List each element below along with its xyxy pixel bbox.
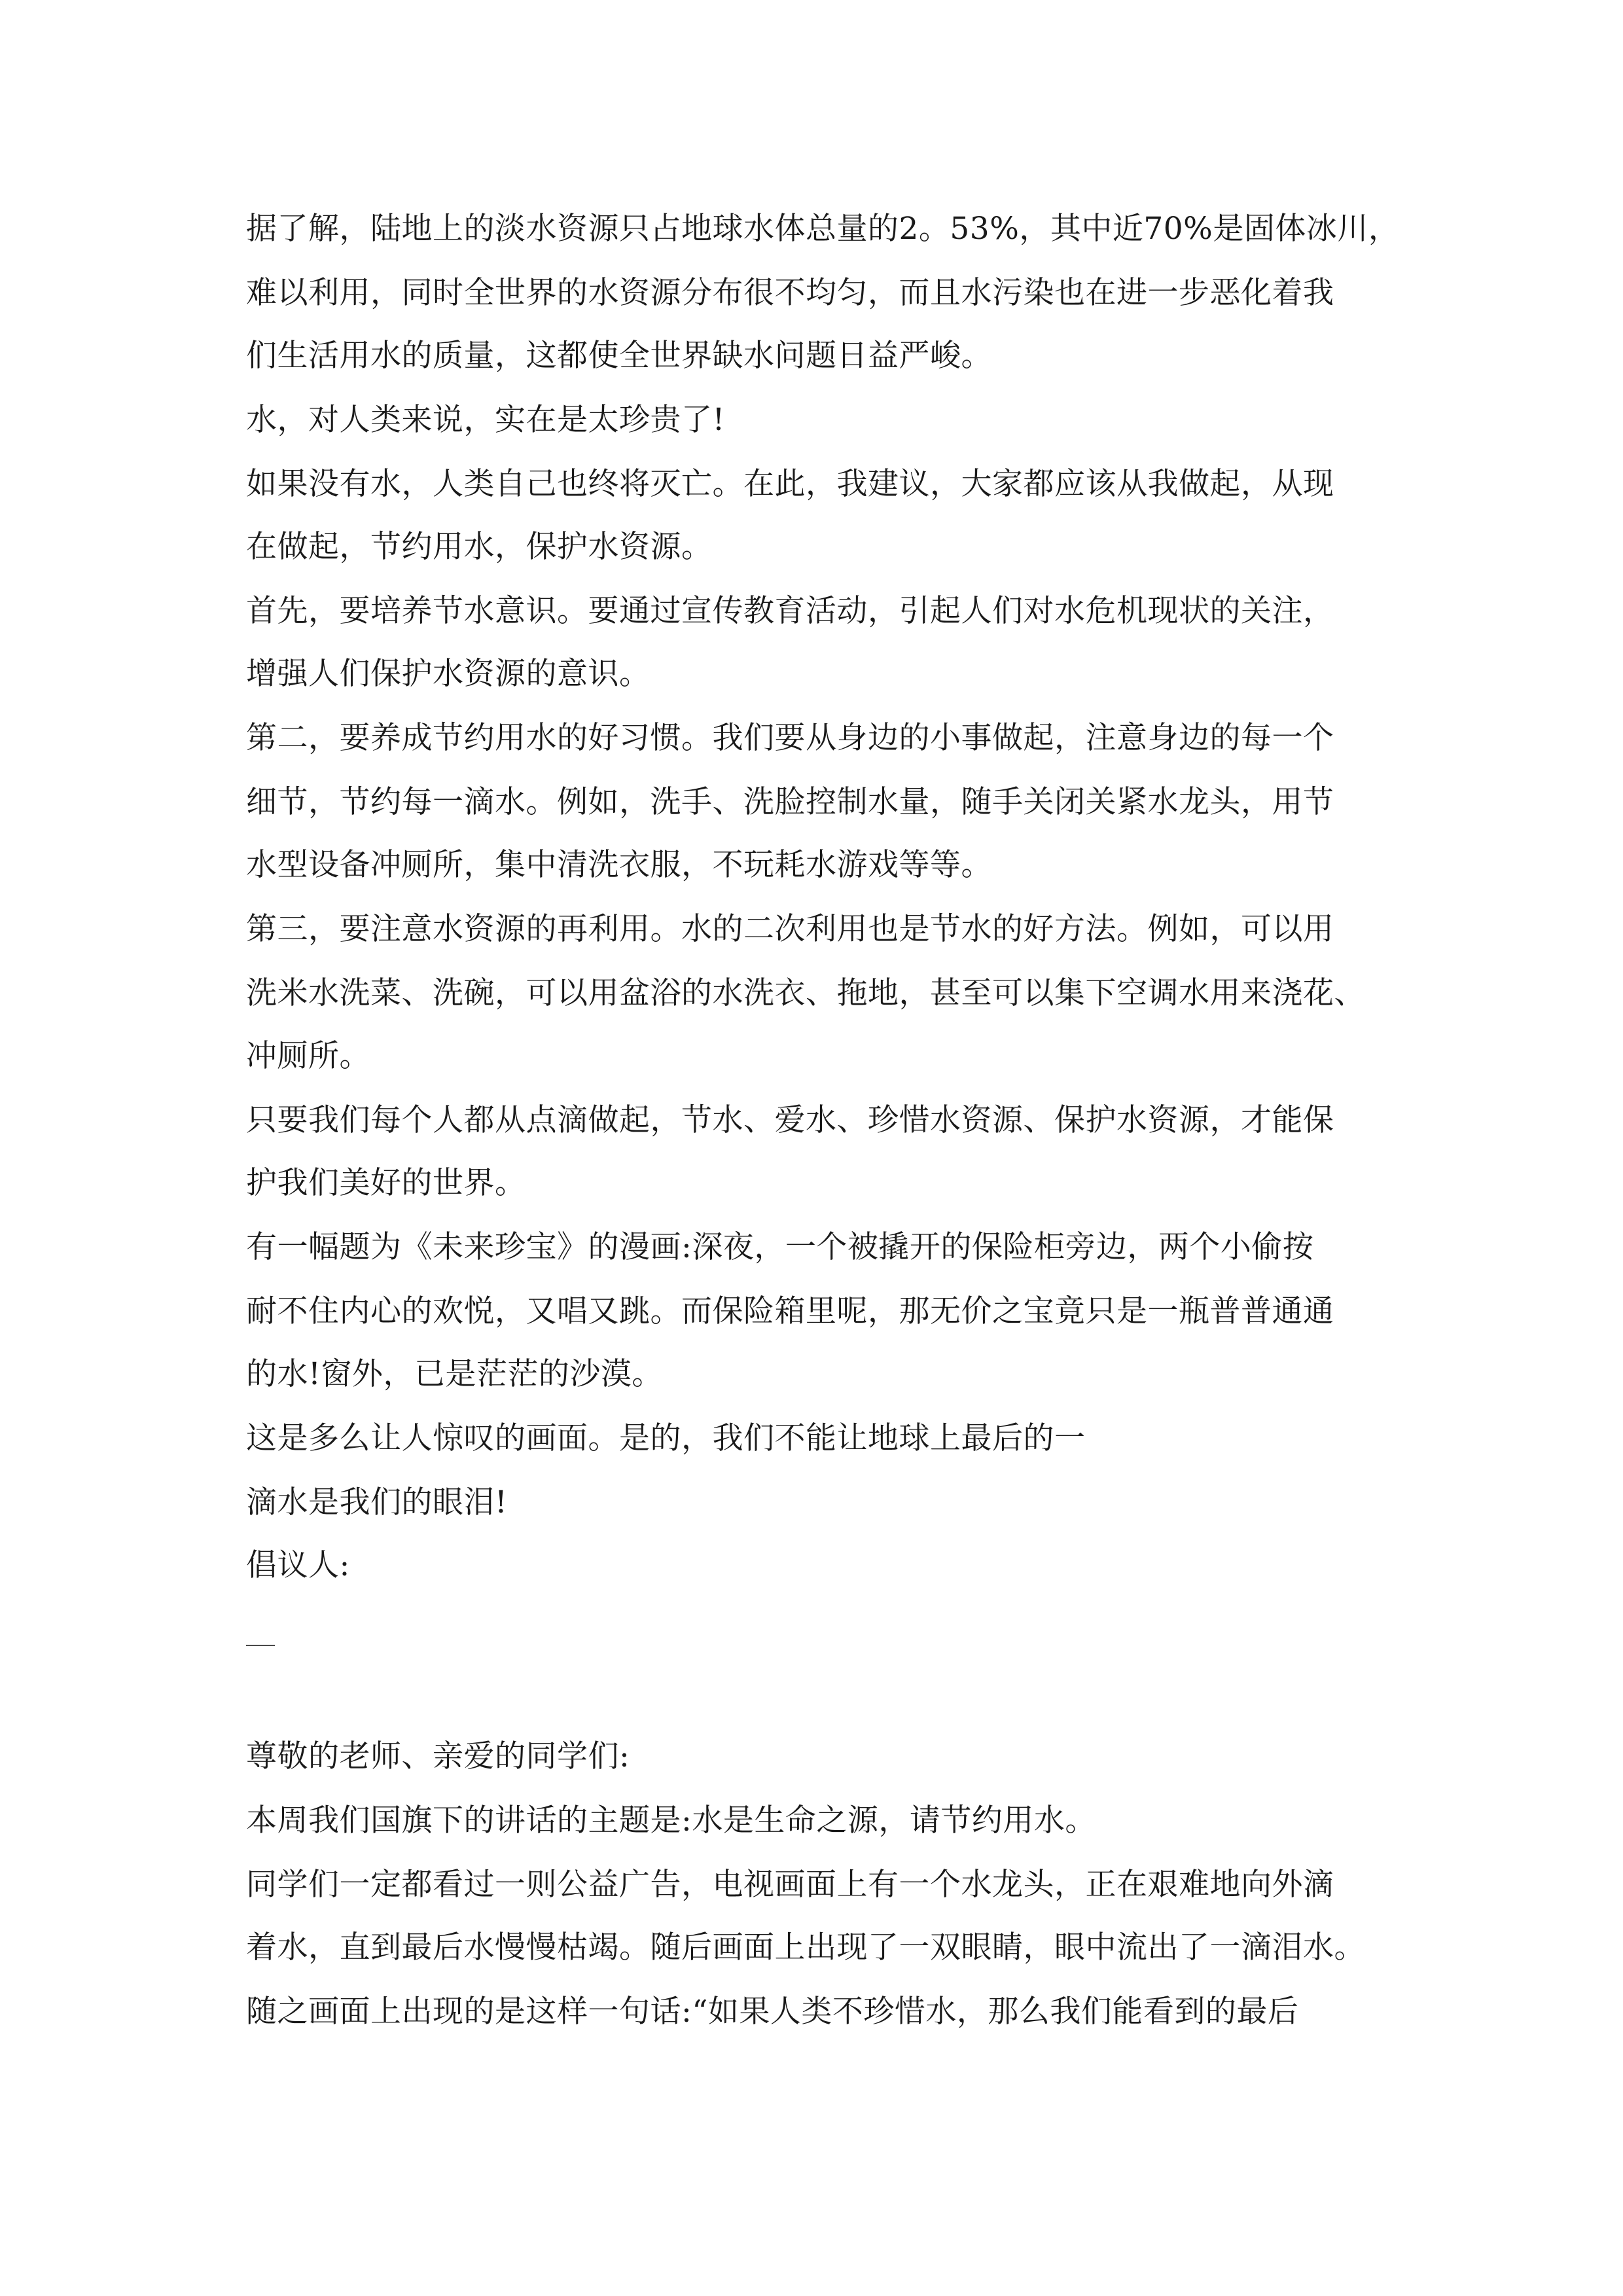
paragraph-line: 水，对人类来说，实在是太珍贵了! [246,402,725,438]
paragraph-line: 随之画面上出现的是这样一句话:“如果人类不珍惜水，那么我们能看到的最后 [246,1994,1299,2030]
paragraph-line: 冲厕所。 [246,1038,370,1074]
paragraph-line: 有一幅题为《未来珍宝》的漫画:深夜，一个被撬开的保险柜旁边，两个小偷按 [246,1229,1314,1265]
paragraph-line: 细节，节约每一滴水。例如，洗手、洗脸控制水量，随手关闭关紧水龙头，用节 [246,784,1334,820]
section-separator [246,1645,275,1646]
signature-label: 倡议人: [246,1547,350,1583]
paragraph-line: 本周我们国旗下的讲话的主题是:水是生命之源，请节约用水。 [246,1803,1096,1839]
paragraph-line: 水型设备冲厕所，集中清洗衣服，不玩耗水游戏等等。 [246,847,992,883]
paragraph-line: 难以利用，同时全世界的水资源分布很不均匀，而且水污染也在进一步恶化着我 [246,275,1334,311]
paragraph-line: 只要我们每个人都从点滴做起，节水、爱水、珍惜水资源、保护水资源，才能保 [246,1102,1334,1138]
paragraph-line: 这是多么让人惊叹的画面。是的，我们不能让地球上最后的一 [246,1420,1086,1456]
paragraph-line: 第三，要注意水资源的再利用。水的二次利用也是节水的好方法。例如，可以用 [246,911,1334,947]
paragraph-line: 据了解，陆地上的淡水资源只占地球水体总量的2。53%，其中近70%是固体冰川， [246,211,1400,247]
paragraph-line: 在做起，节约用水，保护水资源。 [246,529,713,565]
paragraph-line: 护我们美好的世界。 [246,1165,526,1201]
paragraph-line: 如果没有水，人类自己也终将灭亡。在此，我建议，大家都应该从我做起，从现 [246,466,1334,502]
paragraph-line: 着水，直到最后水慢慢枯竭。随后画面上出现了一双眼睛，眼中流出了一滴泪水。 [246,1929,1365,1965]
paragraph-line: 增强人们保护水资源的意识。 [246,656,651,692]
paragraph-line: 们生活用水的质量，这都使全世界缺水问题日益严峻。 [246,338,992,374]
paragraph-line: 洗米水洗菜、洗碗，可以用盆浴的水洗衣、拖地，甚至可以集下空调水用来浇花、 [246,975,1365,1011]
paragraph-line: 第二，要养成节约用水的好习惯。我们要从身边的小事做起，注意身边的每一个 [246,720,1334,756]
paragraph-line: 同学们一定都看过一则公益广告，电视画面上有一个水龙头，正在艰难地向外滴 [246,1867,1334,1903]
salutation: 尊敬的老师、亲爱的同学们: [246,1738,630,1774]
paragraph-line: 耐不住内心的欢悦，又唱又跳。而保险箱里呢，那无价之宝竟只是一瓶普普通通 [246,1293,1334,1329]
paragraph-line: 的水!窗外，已是茫茫的沙漠。 [246,1356,663,1392]
paragraph-line: 滴水是我们的眼泪! [246,1484,508,1520]
paragraph-line: 首先，要培养节水意识。要通过宣传教育活动，引起人们对水危机现状的关注， [246,593,1334,629]
